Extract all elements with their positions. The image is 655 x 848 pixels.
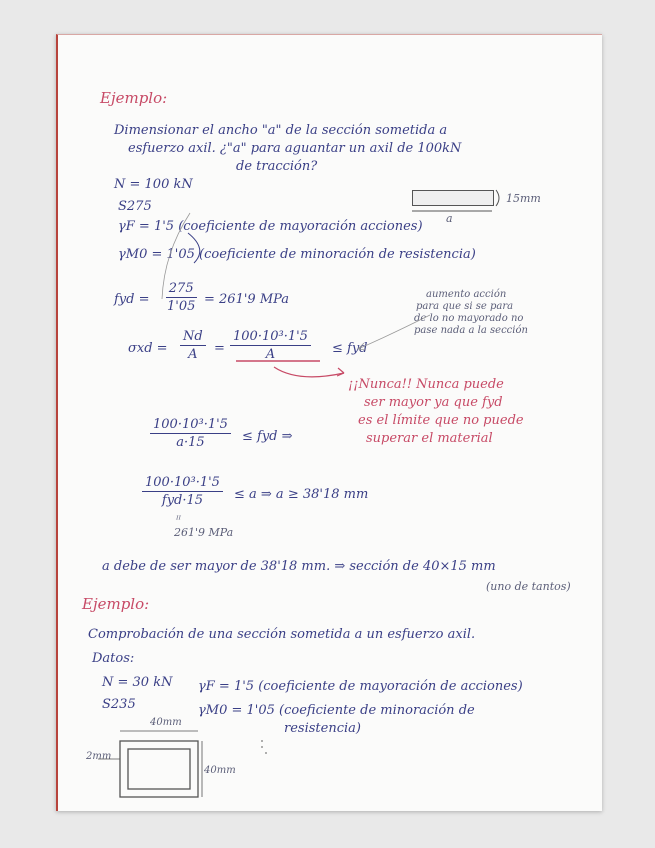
sigma-rhs: ≤ fyd xyxy=(332,341,368,356)
dim-left-2mm: 2mm xyxy=(86,751,112,762)
eq3-numerator: 100·10³·1'5 xyxy=(150,417,231,434)
sigma-f1-denominator: A xyxy=(188,347,198,362)
fyd-numerator: 275 xyxy=(166,281,197,298)
ex1-steel-grade: S275 xyxy=(118,199,152,214)
ex2-datos-label: Datos: xyxy=(92,651,135,666)
dim-top-40mm: 40mm xyxy=(150,717,182,728)
tube-inner xyxy=(128,749,190,789)
note-line-4: pase nada a la sección xyxy=(414,325,528,336)
sigma-f2-numerator: 100·10³·1'5 xyxy=(230,329,311,346)
sigma-f2-denominator: A xyxy=(265,347,276,362)
gamma-bracket xyxy=(188,233,200,263)
conclusion-line-2: (uno de tantos) xyxy=(486,580,571,593)
warning-arrow xyxy=(274,367,344,377)
ex2-axial-force: N = 30 kN xyxy=(102,675,173,690)
ex2-statement: Comprobación de una sección sometida a un esfuerzo axil. xyxy=(88,627,476,642)
ex2-steel-grade: S235 xyxy=(102,697,136,712)
notebook-page xyxy=(56,34,602,811)
eq3-rhs: ≤ fyd ⇒ xyxy=(242,429,293,444)
ex1-statement-line-1: Dimensionar el ancho "a" de la sección sometida a xyxy=(114,123,448,138)
sigma-f1-numerator: Nd xyxy=(180,329,206,346)
eq4-rhs: ≤ a ⇒ a ≥ 38'18 mm xyxy=(234,487,369,502)
dim-15-bracket xyxy=(496,190,499,206)
example-2-heading: Ejemplo: xyxy=(82,595,150,613)
note-arrow xyxy=(358,315,430,349)
note-line-3: de lo no mayorado no xyxy=(414,313,524,324)
hand-drawn-marks xyxy=(58,35,602,811)
gamma-arrow xyxy=(162,213,190,299)
conclusion-line-1: a debe de ser mayor de 38'18 mm. ⇒ sección de 40×15 mm xyxy=(102,559,496,574)
ex1-axial-force: N = 100 kN xyxy=(114,177,193,192)
eq4-denominator: fyd·15 xyxy=(161,493,204,508)
note-line-1: aumento acción xyxy=(426,289,507,300)
example-1-heading: Ejemplo: xyxy=(100,89,168,107)
warning-line-2: ser mayor ya que fyd xyxy=(364,395,503,410)
ex2-gamma-f: γF = 1'5 (coeficiente de mayoración de acciones) xyxy=(198,679,523,694)
ex1-statement-line-2: esfuerzo axil. ¿"a" para aguantar un axil de 100kN xyxy=(128,141,462,156)
ex1-statement-line-3: de tracción? xyxy=(236,159,318,174)
note-line-2: para que si se para xyxy=(416,301,514,312)
sigma-xd-label: σxd = xyxy=(128,341,168,356)
fyd-denominator: 1'05 xyxy=(167,299,196,314)
dim-15mm-label: 15mm xyxy=(506,192,541,205)
dim-a-label: a xyxy=(446,212,453,225)
ex2-gamma-m0-line-1: γM0 = 1'05 (coeficiente de minoración de xyxy=(198,703,475,718)
eq3-denominator: a·15 xyxy=(176,435,205,450)
eq4-equals-mark: ᴵᴵ xyxy=(176,515,181,526)
warning-line-3: es el límite que no puede xyxy=(358,413,524,428)
sigma-equals: = xyxy=(214,341,225,356)
ex1-gamma-m0: γM0 = 1'05 (coeficiente de minoración de resistencia) xyxy=(118,247,476,262)
dim-right-40mm: 40mm xyxy=(204,765,236,776)
fyd-label: fyd = xyxy=(114,292,150,307)
ex2-gamma-m0-line-2: resistencia) xyxy=(284,721,361,736)
eq4-fyd-value: 261'9 MPa xyxy=(174,526,234,539)
fyd-result: = 261'9 MPa xyxy=(204,292,290,307)
note-arrow-head xyxy=(358,343,366,350)
eq4-numerator: 100·10³·1'5 xyxy=(142,475,223,492)
ex1-gamma-f: γF = 1'5 (coeficiente de mayoración acciones) xyxy=(118,219,423,234)
warning-line-4: superar el material xyxy=(366,431,493,446)
warning-line-1: ¡¡Nunca!! Nunca puede xyxy=(348,377,504,392)
